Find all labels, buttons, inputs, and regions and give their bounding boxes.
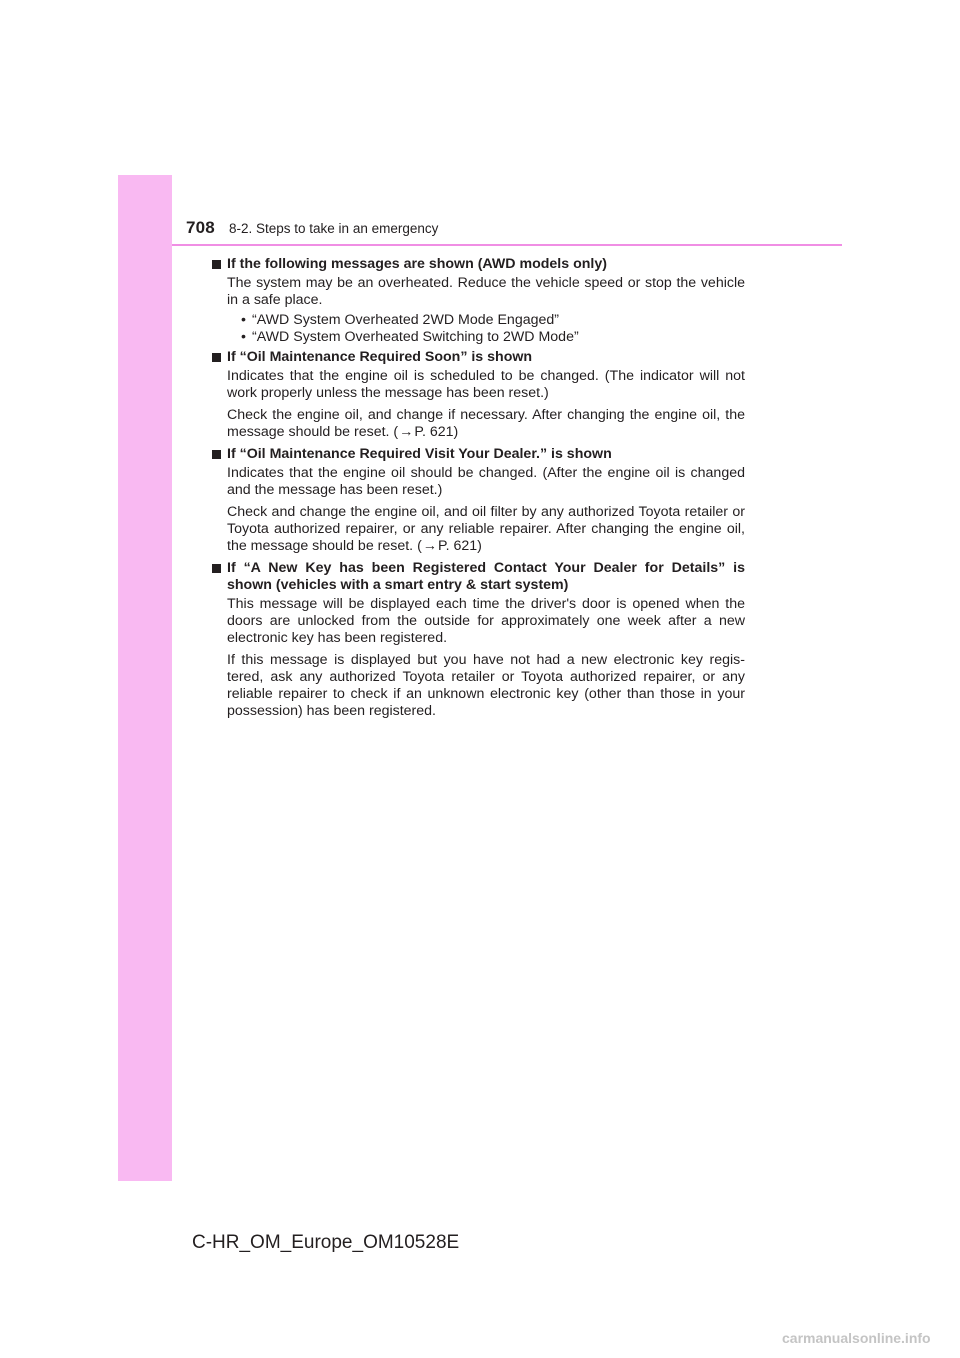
section-awd-overheat	[212, 256, 745, 346]
content-body	[212, 256, 745, 725]
paragraph: Check and change the engine oil, and oil filter by any authorized Toyota retailer or Toyota authorized repairer, or any reliable repairer. After changing the engine oil, the message should be reset. (→P. 621)	[227, 504, 745, 554]
section-new-key	[212, 560, 745, 720]
square-bullet-icon	[212, 450, 221, 459]
paragraph: Check the engine oil, and change if necessary. After changing the engine oil, the message should be reset. (→P. 621)	[227, 407, 745, 440]
square-bullet-icon	[212, 353, 221, 362]
section-heading: If the following messages are shown (AWD models only)	[212, 256, 745, 273]
page-reference-link[interactable]: P. 621)	[414, 424, 459, 440]
section-title: 8-2. Steps to take in an emergency	[229, 221, 439, 236]
list-item: • “AWD System Overheated Switching to 2WD Mode”	[241, 329, 745, 346]
paragraph: Indicates that the engine oil should be changed. (After the engine oil is changed and the message has been reset.)	[227, 465, 745, 498]
page-number: 708	[186, 218, 215, 237]
square-bullet-icon	[212, 260, 221, 269]
paragraph: If this message is displayed but you have not had a new electronic key regis-tered, ask any authorized Toyota retailer or Toyota authorized repairer, or any reliable repairer to check if an unknown electronic key (other than those in your possession) has been registered.	[227, 652, 745, 719]
document-code: C-HR_OM_Europe_OM10528E	[192, 1232, 460, 1253]
section-oil-soon	[212, 349, 745, 441]
paragraph: This message will be displayed each time the driver's door is opened when the doors are unlocked from the outside for approximately one week after a new electronic key has been registered.	[227, 596, 745, 646]
header-rule	[172, 244, 842, 246]
square-bullet-icon	[212, 564, 221, 573]
message-list	[212, 312, 745, 346]
section-heading: If “Oil Maintenance Required Soon” is shown	[212, 349, 745, 366]
section-heading: If “A New Key has been Registered Contact Your Dealer for Details” is shown (vehicles with a smart entry & start system)	[212, 560, 745, 594]
arrow-right-icon: →	[422, 538, 437, 554]
list-item: • “AWD System Overheated 2WD Mode Engaged”	[241, 312, 745, 329]
section-oil-visit-dealer	[212, 446, 745, 555]
page-reference-link[interactable]: P. 621)	[437, 538, 482, 554]
watermark: carmanualsonline.info	[782, 1330, 931, 1346]
side-tab-band	[118, 175, 172, 1181]
arrow-right-icon: →	[399, 424, 414, 440]
paragraph: Indicates that the engine oil is scheduled to be changed. (The indicator will not work properly unless the message has been reset.)	[227, 368, 745, 401]
section-heading: If “Oil Maintenance Required Visit Your Dealer.” is shown	[212, 446, 745, 463]
paragraph: The system may be an overheated. Reduce the vehicle speed or stop the vehicle in a safe place.	[227, 275, 745, 308]
